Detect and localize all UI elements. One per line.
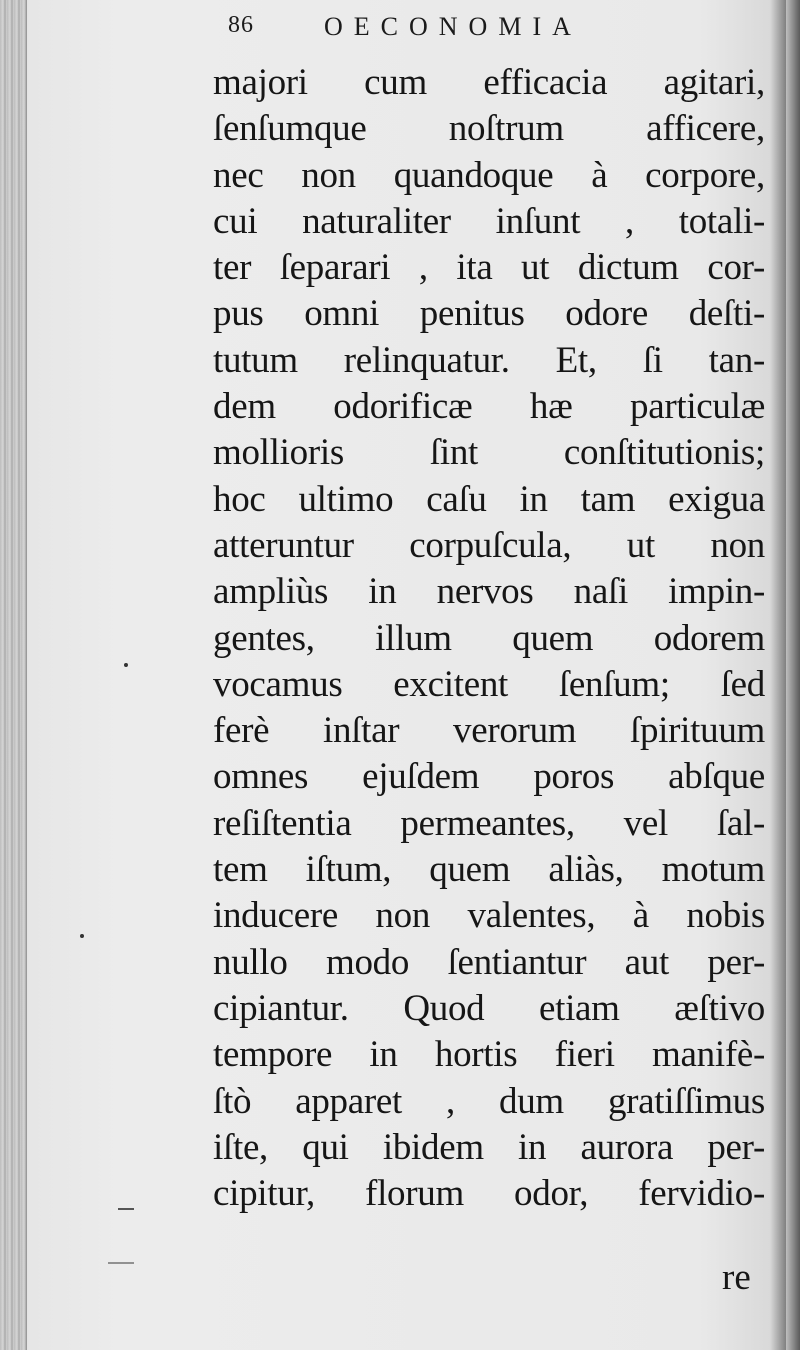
book-gutter (0, 0, 27, 1350)
ink-mark (118, 1208, 134, 1210)
text-line: inducere non valentes, à nobis (213, 895, 765, 937)
text-line: reſiſtentia permeantes, vel ſal- (213, 802, 765, 844)
text-line: cipitur, florum odor, fervidio- (213, 1173, 765, 1215)
text-line: hoc ultimo caſu in tam exigua (213, 478, 765, 520)
body-text (213, 60, 765, 1217)
text-line: iſte, qui ibidem in aurora per- (213, 1126, 765, 1168)
text-line: omnes ejuſdem poros abſque (213, 756, 765, 798)
text-line: tempore in hortis fieri manifè- (213, 1034, 765, 1076)
text-line: atteruntur corpuſcula, ut non (213, 524, 765, 566)
text-line: ampliùs in nervos naſi impin- (213, 571, 765, 613)
text-line: gentes, illum quem odorem (213, 617, 765, 659)
page-edge-shadow (786, 0, 800, 1350)
catchword: re (722, 1257, 751, 1298)
text-line: nullo modo ſentiantur aut per- (213, 941, 765, 983)
page-number: 86 (228, 12, 254, 38)
ink-speck (80, 934, 84, 938)
text-line: ter ſeparari , ita ut dictum cor- (213, 247, 765, 289)
ink-mark (108, 1262, 134, 1264)
text-line: dem odorificæ hæ particulæ (213, 386, 765, 428)
text-line: ſtò apparet , dum gratiſſimus (213, 1080, 765, 1122)
text-line: cui naturaliter inſunt , totali- (213, 200, 765, 242)
text-line: vocamus excitent ſenſum; ſed (213, 663, 765, 705)
text-line: ſenſumque noſtrum afficere, (213, 108, 765, 150)
text-line: nec non quandoque à corpore, (213, 154, 765, 196)
text-line: ferè inſtar verorum ſpirituum (213, 710, 765, 752)
ink-speck (124, 663, 128, 667)
text-line: pus omni penitus odore deſti- (213, 293, 765, 335)
running-title: OECONOMIA (324, 12, 582, 41)
text-line: cipiantur. Quod etiam æſtivo (213, 987, 765, 1029)
text-line: majori cum efficacia agitari, (213, 62, 765, 103)
text-line: tem iſtum, quem aliàs, motum (213, 849, 765, 891)
text-line: mollioris ſint conſtitutionis; (213, 432, 765, 474)
page-header (228, 12, 698, 46)
text-line: tutum relinquatur. Et, ſi tan- (213, 339, 765, 381)
